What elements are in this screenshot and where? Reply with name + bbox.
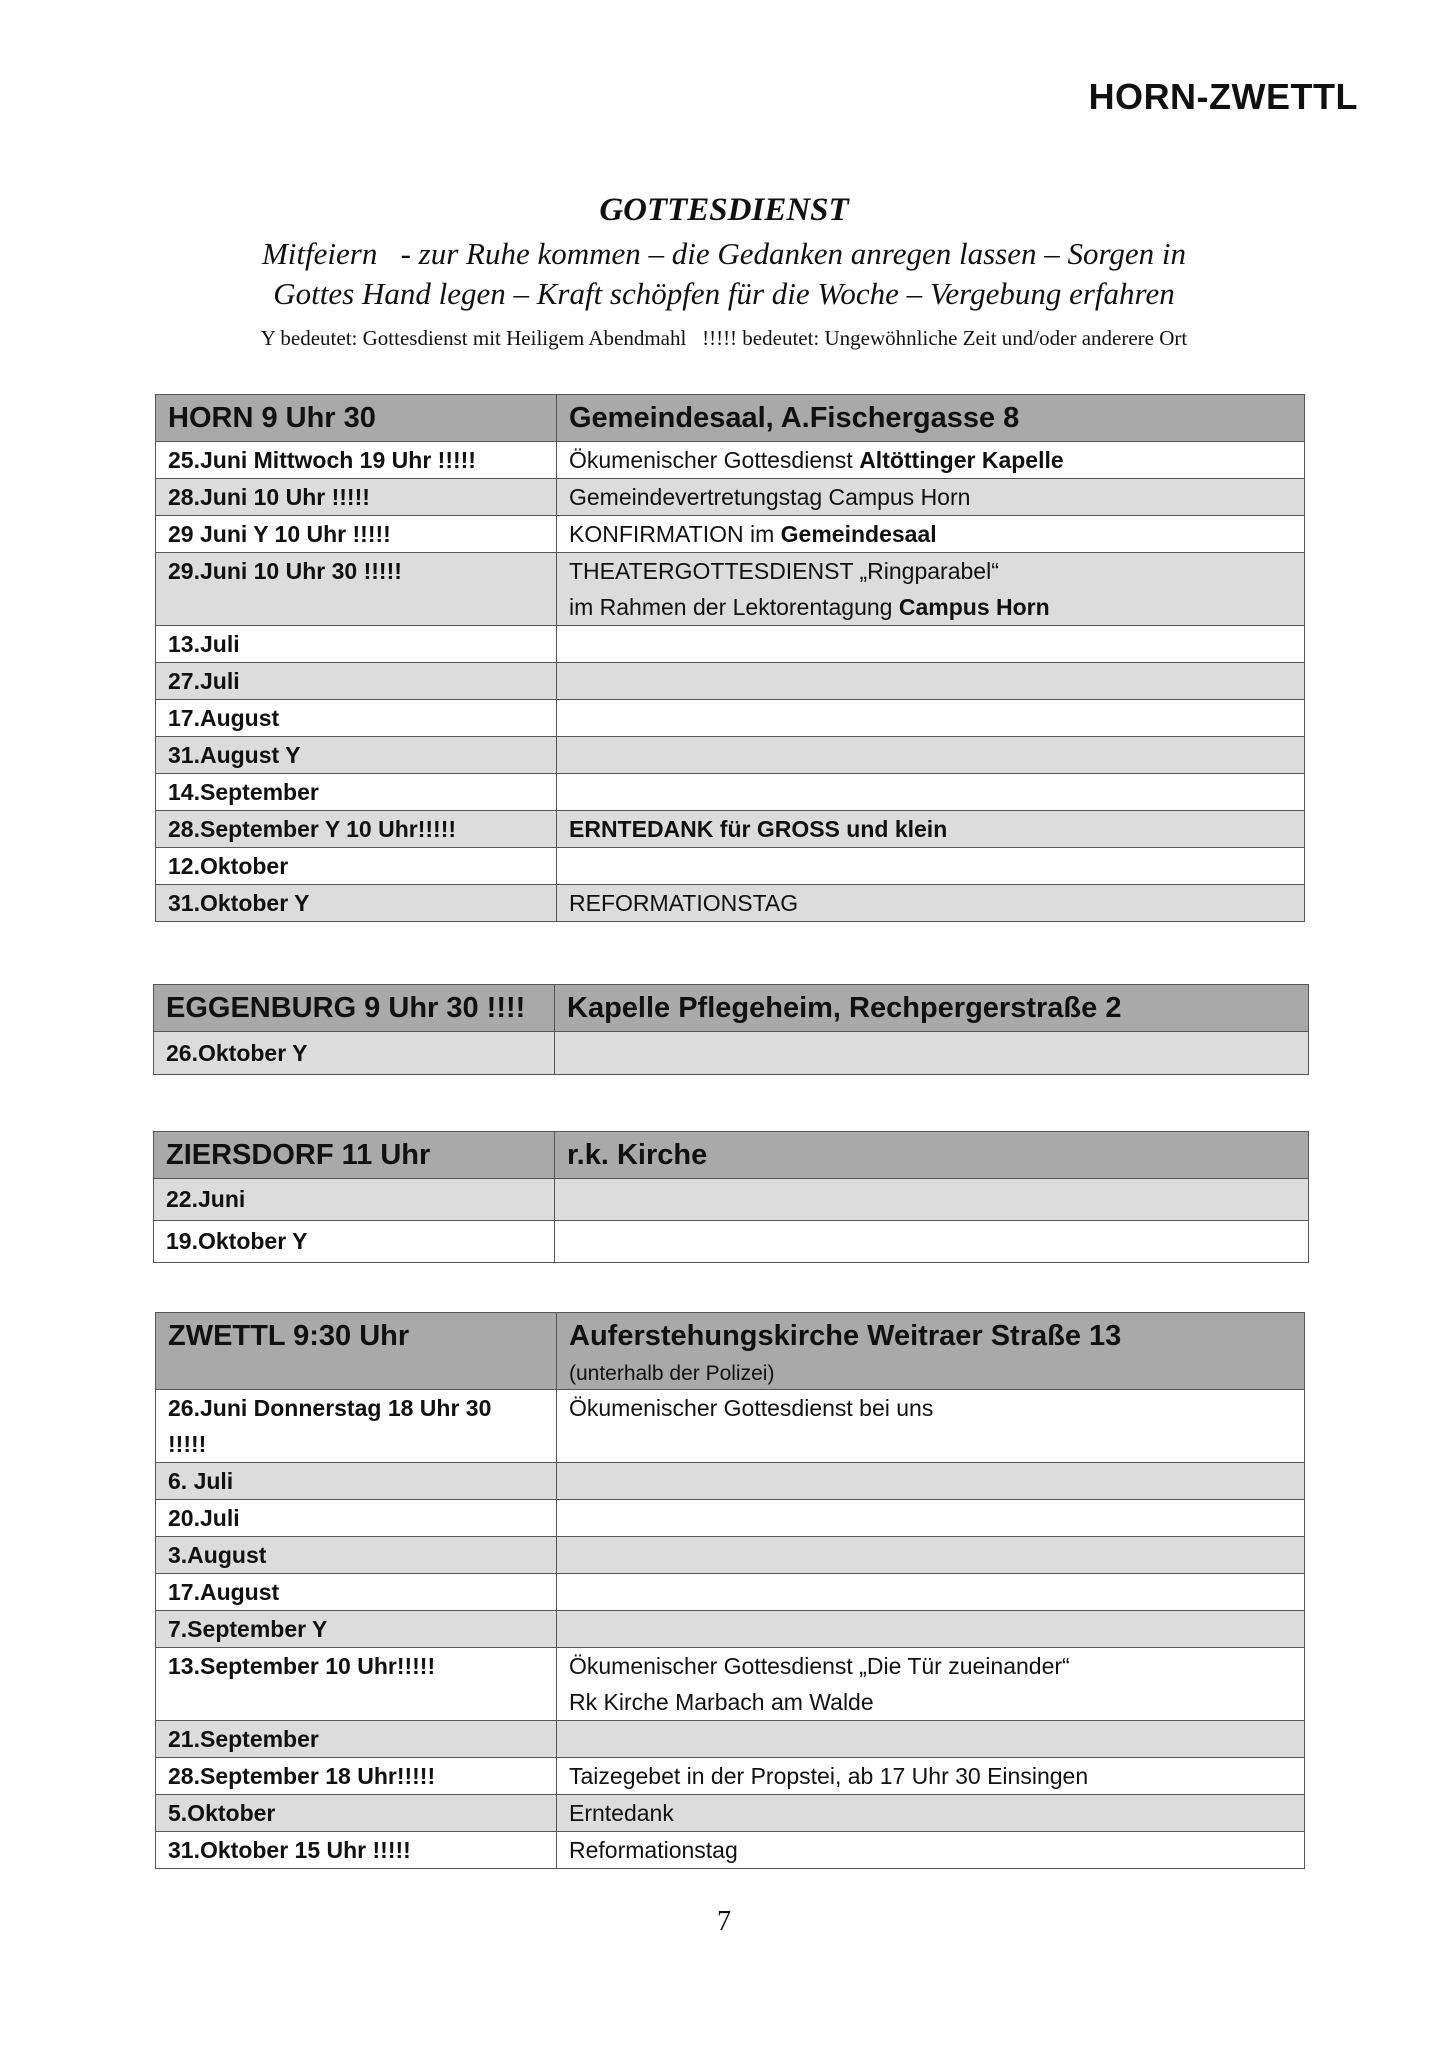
table-row bbox=[156, 1721, 1305, 1758]
zwettl-schedule-table bbox=[155, 1312, 1305, 1869]
service-date: 22.Juni bbox=[154, 1179, 555, 1221]
service-description bbox=[557, 1574, 1305, 1611]
service-date: 20.Juli bbox=[156, 1500, 557, 1537]
service-date: 25.Juni Mittwoch 19 Uhr !!!!! bbox=[156, 442, 557, 479]
subtitle bbox=[0, 234, 1448, 314]
service-description: Taizegebet in der Propstei, ab 17 Uhr 30 Einsingen bbox=[557, 1758, 1305, 1795]
table-row bbox=[154, 1032, 1309, 1075]
service-date: 7.September Y bbox=[156, 1611, 557, 1648]
subtitle-line-2: Gottes Hand legen – Kraft schöpfen für die Woche – Vergebung erfahren bbox=[273, 276, 1175, 311]
service-date: 6. Juli bbox=[156, 1463, 557, 1500]
table-row bbox=[156, 885, 1305, 922]
table-header-row bbox=[156, 395, 1305, 442]
service-description: Ökumenischer Gottesdienst „Die Tür zueinander“ Rk Kirche Marbach am Walde bbox=[557, 1648, 1305, 1721]
location-time: EGGENBURG 9 Uhr 30 !!!! bbox=[154, 985, 555, 1032]
service-description bbox=[555, 1179, 1309, 1221]
service-date: 26.Oktober Y bbox=[154, 1032, 555, 1075]
service-date: 31.August Y bbox=[156, 737, 557, 774]
table-row bbox=[156, 1500, 1305, 1537]
table-header-row bbox=[154, 985, 1309, 1032]
location-venue: Auferstehungskirche Weitraer Straße 13 (unterhalb der Polizei) bbox=[557, 1313, 1305, 1390]
service-description: Ökumenischer Gottesdienst bei uns bbox=[557, 1390, 1305, 1463]
service-date: 21.September bbox=[156, 1721, 557, 1758]
service-description: Gemeindevertretungstag Campus Horn bbox=[557, 479, 1305, 516]
location-time: ZWETTL 9:30 Uhr bbox=[156, 1313, 557, 1390]
table-row bbox=[156, 479, 1305, 516]
service-description bbox=[557, 1500, 1305, 1537]
table-row bbox=[156, 1611, 1305, 1648]
service-description bbox=[555, 1032, 1309, 1075]
service-date: 17.August bbox=[156, 700, 557, 737]
table-row bbox=[156, 553, 1305, 626]
service-description bbox=[557, 1721, 1305, 1758]
page-title: GOTTESDIENST bbox=[599, 192, 849, 228]
service-description: Erntedank bbox=[557, 1795, 1305, 1832]
service-description bbox=[557, 737, 1305, 774]
service-description bbox=[557, 1537, 1305, 1574]
service-date: 31.Oktober Y bbox=[156, 885, 557, 922]
table-row bbox=[154, 1179, 1309, 1221]
service-date: 19.Oktober Y bbox=[154, 1221, 555, 1263]
table-row bbox=[156, 663, 1305, 700]
service-date: 12.Oktober bbox=[156, 848, 557, 885]
table-row bbox=[156, 774, 1305, 811]
table-row bbox=[156, 1390, 1305, 1463]
subtitle-line-1: Mitfeiern - zur Ruhe kommen – die Gedanken anregen lassen – Sorgen in bbox=[261, 236, 1187, 271]
location-venue: Gemeindesaal, A.Fischergasse 8 bbox=[557, 395, 1305, 442]
table-row bbox=[156, 1795, 1305, 1832]
table-header-row bbox=[154, 1132, 1309, 1179]
table-row bbox=[156, 1463, 1305, 1500]
table-row bbox=[156, 626, 1305, 663]
service-description bbox=[557, 626, 1305, 663]
service-date: 5.Oktober bbox=[156, 1795, 557, 1832]
service-description bbox=[557, 774, 1305, 811]
table-row bbox=[156, 700, 1305, 737]
location-time: HORN 9 Uhr 30 bbox=[156, 395, 557, 442]
page-header: HORN-ZWETTL bbox=[1088, 76, 1358, 117]
eggenburg-schedule-table bbox=[153, 984, 1309, 1075]
service-date: 28.Juni 10 Uhr !!!!! bbox=[156, 479, 557, 516]
service-date: 29.Juni 10 Uhr 30 !!!!! bbox=[156, 553, 557, 626]
service-description bbox=[557, 663, 1305, 700]
table-row bbox=[156, 1832, 1305, 1869]
service-date: 29 Juni Y 10 Uhr !!!!! bbox=[156, 516, 557, 553]
service-description: REFORMATIONSTAG bbox=[557, 885, 1305, 922]
table-row bbox=[156, 737, 1305, 774]
service-date: 28.September Y 10 Uhr!!!!! bbox=[156, 811, 557, 848]
service-description bbox=[557, 1611, 1305, 1648]
table-row bbox=[156, 1648, 1305, 1721]
table-row bbox=[154, 1221, 1309, 1263]
table-row bbox=[156, 516, 1305, 553]
table-row bbox=[156, 442, 1305, 479]
service-date: 31.Oktober 15 Uhr !!!!! bbox=[156, 1832, 557, 1869]
service-date: 26.Juni Donnerstag 18 Uhr 30 !!!!! bbox=[156, 1390, 557, 1463]
table-header-row bbox=[156, 1313, 1305, 1390]
table-row bbox=[156, 811, 1305, 848]
legend-note: Y bedeutet: Gottesdienst mit Heiligem Abendmahl !!!!! bedeutet: Ungewöhnliche Zeit und/oder anderere Ort bbox=[260, 326, 1188, 350]
service-date: 13.Juli bbox=[156, 626, 557, 663]
service-description bbox=[557, 848, 1305, 885]
service-description: ERNTEDANK für GROSS und klein bbox=[557, 811, 1305, 848]
service-date: 14.September bbox=[156, 774, 557, 811]
service-description bbox=[555, 1221, 1309, 1263]
table-row bbox=[156, 1574, 1305, 1611]
table-row bbox=[156, 1758, 1305, 1795]
location-venue: Kapelle Pflegeheim, Rechpergerstraße 2 bbox=[555, 985, 1309, 1032]
service-date: 3.August bbox=[156, 1537, 557, 1574]
venue-note: (unterhalb der Polizei) bbox=[569, 1362, 775, 1385]
service-description: Ökumenischer Gottesdienst Altöttinger Kapelle bbox=[557, 442, 1305, 479]
page-number: 7 bbox=[717, 1906, 731, 1937]
service-description bbox=[557, 700, 1305, 737]
horn-schedule-table bbox=[155, 394, 1305, 922]
ziersdorf-schedule-table bbox=[153, 1131, 1309, 1263]
service-date: 27.Juli bbox=[156, 663, 557, 700]
service-description: Reformationstag bbox=[557, 1832, 1305, 1869]
service-description: KONFIRMATION im Gemeindesaal bbox=[557, 516, 1305, 553]
service-date: 28.September 18 Uhr!!!!! bbox=[156, 1758, 557, 1795]
service-date: 13.September 10 Uhr!!!!! bbox=[156, 1648, 557, 1721]
table-row bbox=[156, 1537, 1305, 1574]
location-time: ZIERSDORF 11 Uhr bbox=[154, 1132, 555, 1179]
service-date: 17.August bbox=[156, 1574, 557, 1611]
location-venue: r.k. Kirche bbox=[555, 1132, 1309, 1179]
service-description bbox=[557, 1463, 1305, 1500]
table-row bbox=[156, 848, 1305, 885]
service-description: THEATERGOTTESDIENST „Ringparabel“ im Rahmen der Lektorentagung Campus Horn bbox=[557, 553, 1305, 626]
